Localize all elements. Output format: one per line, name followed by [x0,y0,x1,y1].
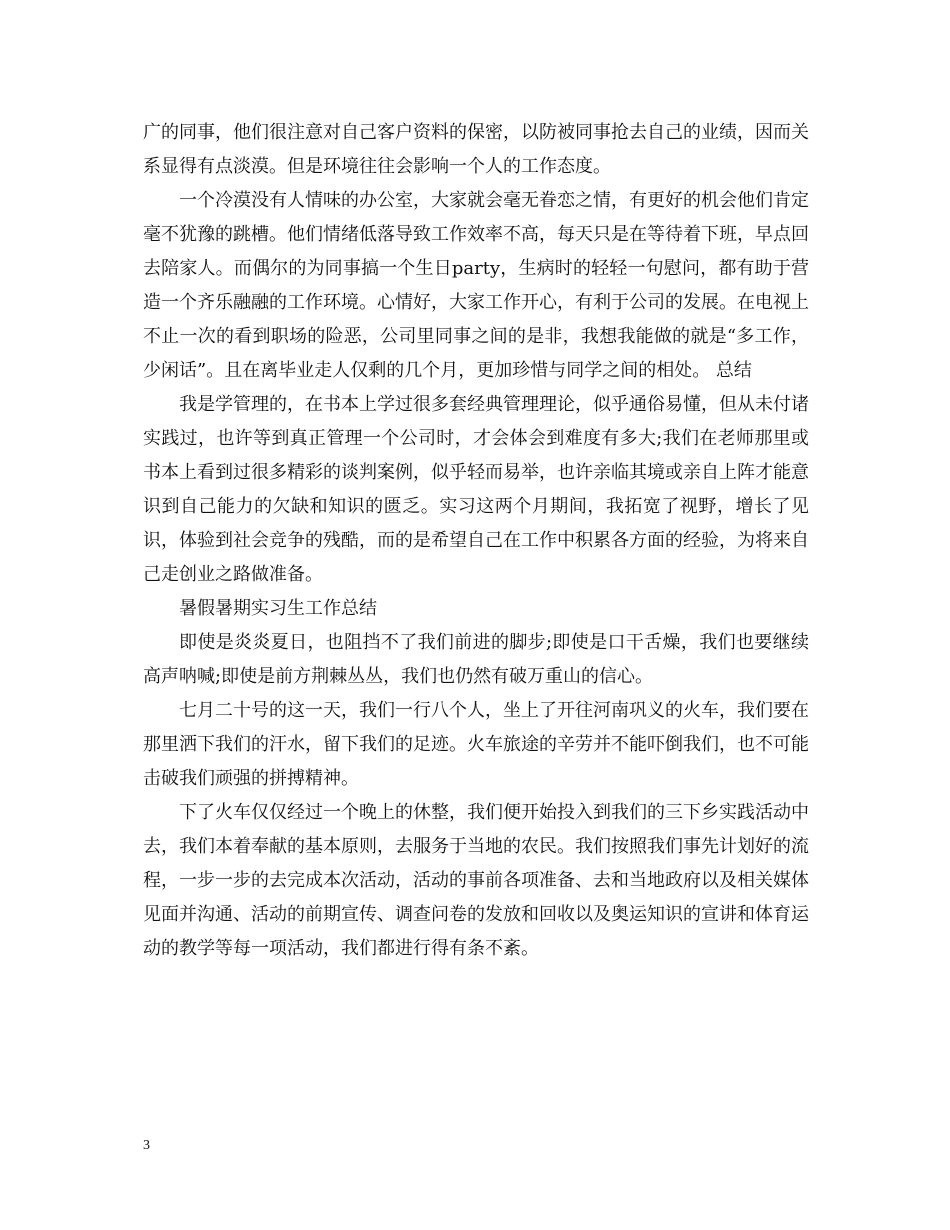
paragraph: 七月二十号的这一天，我们一行八个人，坐上了开往河南巩义的火车，我们要在那里洒下我们的汗水，留下我们的足迹。火车旅途的辛劳并不能吓倒我们，也不可能击破我们顽强的拼搏精神。 [143,700,809,789]
paragraph: 即使是炎炎夏日，也阻挡不了我们前进的脚步;即使是口干舌燥，我们也要继续高声呐喊;即使是前方荆棘丛丛，我们也仍然有破万重山的信心。 [143,632,809,687]
section-heading: 暑假暑期实习生工作总结 [179,598,377,619]
paragraph: 一个冷漠没有人情味的办公室，大家就会毫无眷恋之情，有更好的机会他们肯定毫不犹豫的跳槽。他们情绪低落导致工作效率不高，每天只是在等待着下班，早点回去陪家人。而偶尔的为同事搞一个生日party，生病时的轻轻一句慰问，都有助于营造一个齐乐融融的工作环境。心情好，大家工作开心，有利于公司的发展。在电视上不止一次的看到职场的险恶，公司里同事之间的是非，我想我能做的就是“多工作，少闲话”。且在离毕业走人仅剩的几个月，更加珍惜与同学之间的相处。 总结 [143,190,809,381]
page-number: 3 [143,1138,150,1153]
paragraph: 我是学管理的，在书本上学过很多套经典管理理论，似乎通俗易懂，但从未付诸实践过，也许等到真正管理一个公司时，才会体会到难度有多大;我们在老师那里或书本上看到过很多精彩的谈判案例，似乎轻而易举，也许亲临其境或亲自上阵才能意识到自己能力的欠缺和知识的匮乏。实习这两个月期间，我拓宽了视野，增长了见识，体验到社会竞争的残酷，而的是希望自己在工作中积累各方面的经验，为将来自己走创业之路做准备。 [143,394,809,585]
paragraph: 下了火车仅仅经过一个晚上的休整，我们便开始投入到我们的三下乡实践活动中去，我们本着奉献的基本原则，去服务于当地的农民。我们按照我们事先计划好的流程，一步一步的去完成本次活动，活动的事前各项准备、去和当地政府以及相关媒体见面并沟通、活动的前期宣传、调查问卷的发放和回收以及奥运知识的宣讲和体育运动的教学等每一项活动，我们都进行得有条不紊。 [143,802,809,959]
paragraph: 广的同事，他们很注意对自己客户资料的保密，以防被同事抢去自己的业绩，因而关系显得有点淡漠。但是环境往往会影响一个人的工作态度。 [143,122,809,177]
document-body [143,116,809,966]
